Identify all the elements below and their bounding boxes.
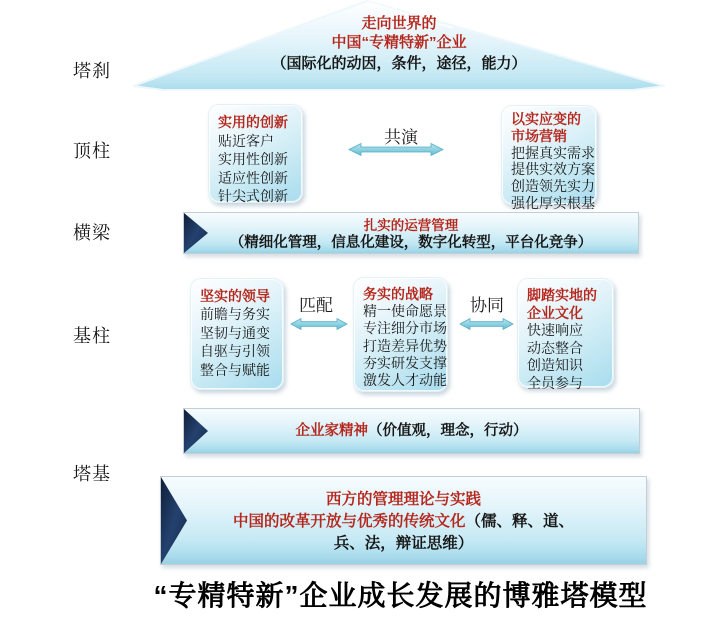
leadership-box <box>190 278 284 390</box>
foundation-line2-black: （儒、释、道、 <box>465 513 575 530</box>
operations-beam-bar <box>183 212 639 254</box>
strategy-item: 精一使命愿景 <box>363 303 447 320</box>
marketing-box <box>501 105 597 211</box>
synergy-label: 协同 <box>470 296 504 315</box>
beam-heading: 扎实的运营管理 <box>363 218 459 233</box>
culture-item: 动态整合 <box>527 339 583 356</box>
innovation-box <box>208 104 303 203</box>
double-arrow-icon <box>290 317 348 331</box>
innovation-heading: 实用的创新 <box>218 114 288 130</box>
side-label-beam: 横梁 <box>73 223 111 243</box>
innovation-item: 适应性创新 <box>218 169 288 186</box>
diagram-caption: “专精特新”企业成长发展的博雅塔模型 <box>153 580 648 611</box>
side-label-finial: 塔刹 <box>73 61 111 81</box>
double-arrow-icon <box>459 317 514 331</box>
strategy-heading: 务实的战略 <box>363 286 433 302</box>
marketing-heading-line2: 市场营销 <box>511 127 567 144</box>
roof-line3: （国际化的动因，条件，途径，能力） <box>271 55 527 72</box>
roof-line2: 中国“专精特新”企业 <box>331 34 467 51</box>
co-evolution-label: 共演 <box>384 128 418 147</box>
marketing-item: 提供实效方案 <box>511 161 595 178</box>
marketing-item: 把握真实需求 <box>511 144 595 161</box>
marketing-heading-line1: 以实应变的 <box>511 111 581 127</box>
roof-text <box>133 14 665 73</box>
side-label-top-pillar: 顶柱 <box>73 141 111 161</box>
leadership-heading: 坚实的领导 <box>200 288 270 304</box>
foundation-line2-red: 中国的改革开放与优秀的传统文化 <box>232 513 466 530</box>
spirit-black-text: （价值观，理念，行动） <box>368 423 528 439</box>
foundation-line1: 西方的管理理论与实践 <box>325 491 481 508</box>
strategy-item: 专注细分市场 <box>363 320 447 337</box>
foundation-bar <box>160 476 647 565</box>
double-arrow-icon <box>348 142 444 157</box>
culture-heading-line2: 企业文化 <box>527 304 583 321</box>
leadership-item: 坚韧与通变 <box>200 324 270 341</box>
entrepreneurship-bar <box>183 408 640 454</box>
culture-item: 全员参与 <box>527 374 583 391</box>
strategy-item: 激发人才动能 <box>363 372 447 389</box>
roof-line1: 走向世界的 <box>361 15 437 32</box>
strategy-box <box>353 277 448 392</box>
culture-box <box>517 278 614 391</box>
marketing-item: 强化厚实根基 <box>511 194 595 211</box>
culture-heading-line1: 脚踏实地的 <box>527 287 597 303</box>
culture-item: 创造知识 <box>527 357 583 373</box>
match-label: 匹配 <box>299 296 333 315</box>
strategy-item: 夯实研发支撑 <box>363 354 447 371</box>
innovation-item: 贴近客户 <box>218 132 274 149</box>
culture-item: 快速响应 <box>527 322 583 338</box>
strategy-item: 打造差异优势 <box>363 337 447 354</box>
leadership-item: 前瞻与务实 <box>200 306 270 323</box>
innovation-item: 针尖式创新 <box>218 188 288 204</box>
beam-subtitle: （精细化管理，信息化建设，数字化转型，平台化竞争） <box>229 235 593 251</box>
foundation-line3: 兵、法，辩证思维） <box>333 535 474 552</box>
side-label-base: 塔基 <box>73 464 111 484</box>
foundation-line2 <box>161 511 646 533</box>
innovation-item: 实用性创新 <box>218 151 288 167</box>
leadership-item: 自驱与引领 <box>200 343 270 360</box>
leadership-item: 整合与赋能 <box>200 361 270 378</box>
side-label-base-pillar: 基柱 <box>73 326 111 346</box>
marketing-item: 创造领先实力 <box>511 178 595 195</box>
spirit-red-text: 企业家精神 <box>295 423 368 439</box>
